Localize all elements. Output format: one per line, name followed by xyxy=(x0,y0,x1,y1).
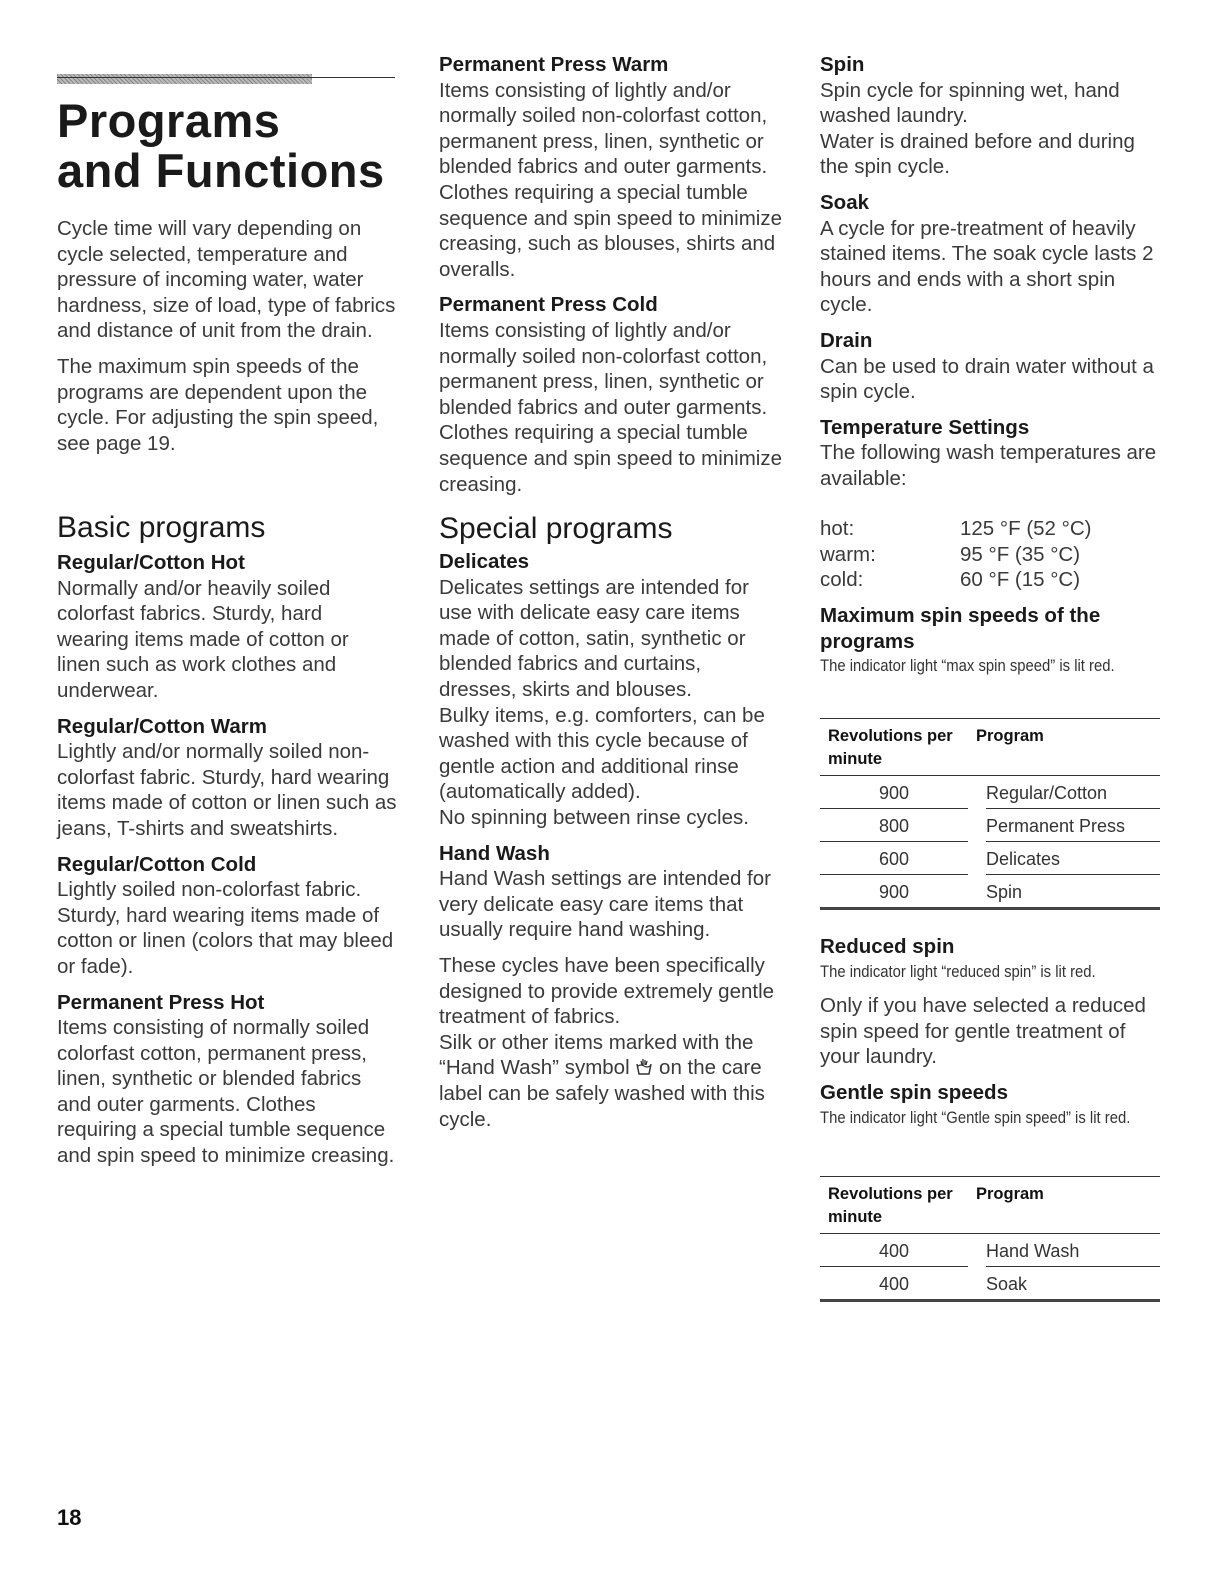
table-cell-rpm: 900 xyxy=(820,875,968,909)
delicates-text-2: Bulky items, e.g. comforters, can be washed with this cycle because of gentle action and additional rinse (automatically added). xyxy=(439,703,765,804)
table-row xyxy=(820,1267,1160,1301)
temperature-settings-title: Temperature Settings xyxy=(820,415,1030,439)
regular-cotton-warm-text: Lightly and/or normally soiled non-colorfast fabric. Sturdy, hard wearing items made of cotton or linen such as jeans, T-shirts and sweatshirts. xyxy=(57,740,397,840)
max-spin-section xyxy=(820,603,1165,680)
permanent-press-hot-text: Items consisting of normally soiled colorfast cotton, permanent press, linen, synthetic or blended fabrics and outer garments. Clothes requiring a special tumble sequence and spin speed to minimize creasing. xyxy=(57,1016,395,1168)
temperature-row xyxy=(820,567,1091,593)
title-rule-line xyxy=(57,77,395,78)
table-cell-program: Soak xyxy=(986,1267,1160,1301)
soak-text: A cycle for pre-treatment of heavily stained items. The soak cycle lasts 2 hours and ends with a short spin cycle. xyxy=(820,216,1154,317)
page-number: 18 xyxy=(57,1505,82,1530)
intro-paragraph-2: The maximum spin speeds of the programs are dependent upon the cycle. For adjusting the spin speed, see page 19. xyxy=(57,354,379,455)
regular-cotton-cold-title: Regular/Cotton Cold xyxy=(57,852,257,876)
temperature-row xyxy=(820,542,1091,568)
permanent-press-hot-title: Permanent Press Hot xyxy=(57,990,265,1014)
soak-title: Soak xyxy=(820,190,869,214)
table-header-program: Program xyxy=(976,1185,1044,1203)
hand-wash-text-3 xyxy=(439,1030,784,1132)
drain-title: Drain xyxy=(820,328,873,352)
table-cell-program: Delicates xyxy=(986,842,1160,875)
reduced-spin-section xyxy=(820,934,1165,1131)
table-cell-rpm: 400 xyxy=(820,1267,968,1301)
regular-cotton-warm-title: Regular/Cotton Warm xyxy=(57,714,267,738)
hand-wash-text: Hand Wash settings are intended for very delicate easy care items that usually require hand washing. xyxy=(439,867,771,942)
temperature-label: warm: xyxy=(820,542,876,566)
reduced-spin-text: The indicator light “reduced spin” is lit red. xyxy=(820,962,1096,981)
table-cell-rpm: 600 xyxy=(820,842,968,875)
basic-programs-section xyxy=(57,510,397,1169)
temperature-settings-text: The following wash temperatures are available: xyxy=(820,441,1157,490)
regular-cotton-cold-text: Lightly soiled non-colorfast fabric. Sturdy, hard wearing items made of cotton or linen (colors that may bleed or fade). xyxy=(57,878,394,978)
temperature-value: 95 °F (35 °C) xyxy=(960,542,1081,566)
drain-text: Can be used to drain water without a spin cycle. xyxy=(820,354,1154,404)
delicates-text-3: No spinning between rinse cycles. xyxy=(439,806,749,830)
table-row xyxy=(820,809,1160,842)
table-header-row xyxy=(820,719,1160,776)
hand-wash-text-3a: Silk or other items marked with the “Hand Wash” symbol xyxy=(439,1030,754,1080)
title-rule-shade xyxy=(57,74,312,84)
table-header-rpm: Revolutions per minute xyxy=(828,727,953,768)
table-row xyxy=(820,875,1160,909)
permanent-press-warm-text: Items consisting of lightly and/or normally soiled non-colorfast cotton, permanent press, linen, synthetic or blended fabrics and outer garments. Clothes requiring a special tumble sequence and spin speed to minimize creasing, such as blouses, shirts and overalls. xyxy=(439,78,783,281)
table-cell-program: Spin xyxy=(986,875,1160,909)
spin-text: Spin cycle for spinning wet, hand washed laundry. xyxy=(820,78,1120,128)
hand-wash-title: Hand Wash xyxy=(439,841,550,865)
handwash-symbol-icon xyxy=(635,1058,653,1076)
reduced-spin-title: Reduced spin xyxy=(820,935,955,958)
temperature-value: 60 °F (15 °C) xyxy=(960,568,1081,592)
table-cell-program: Permanent Press xyxy=(986,809,1160,842)
temperature-list xyxy=(820,516,1091,593)
gentle-spin-table xyxy=(820,1176,1160,1302)
intro-paragraph-1: Cycle time will vary depending on cycle selected, temperature and pressure of incoming water, water hardness, size of load, type of fabrics and distance of unit from the drain. xyxy=(57,217,396,343)
table-cell-program: Hand Wash xyxy=(986,1234,1160,1267)
title-rule xyxy=(57,72,395,86)
delicates-title: Delicates xyxy=(439,550,530,574)
max-spin-text: The indicator light “max spin speed” is lit red. xyxy=(820,657,1115,676)
table-row xyxy=(820,1234,1160,1267)
spin-text-2: Water is drained before and during the spin cycle. xyxy=(820,129,1135,179)
table-row xyxy=(820,842,1160,875)
gentle-spin-text: The indicator light “Gentle spin speed” is lit red. xyxy=(820,1108,1131,1127)
column-2 xyxy=(439,52,784,1132)
intro-section xyxy=(57,216,397,456)
table-header-rpm: Revolutions per minute xyxy=(828,1185,953,1226)
table-header-row xyxy=(820,1177,1160,1234)
column-3 xyxy=(820,52,1165,492)
hand-wash-text-2: These cycles have been specifically designed to provide extremely gentle treatment of fabrics. xyxy=(439,954,775,1029)
table-cell-rpm: 800 xyxy=(820,809,968,842)
temperature-row xyxy=(820,516,1091,542)
delicates-text: Delicates settings are intended for use with delicate easy care items made of cotton, satin, synthetic or blended fabrics and curtains, dresses, skirts and blouses. xyxy=(439,575,749,702)
reduced-spin-text-2: Only if you have selected a reduced spin speed for gentle treatment of your laundry. xyxy=(820,994,1146,1069)
gentle-spin-title: Gentle spin speeds xyxy=(820,1080,1008,1104)
table-header-program: Program xyxy=(976,727,1044,745)
max-spin-title: Maximum spin speeds of the programs xyxy=(820,604,1101,653)
table-row xyxy=(820,776,1160,809)
temperature-value: 125 °F (52 °C) xyxy=(960,517,1092,540)
special-programs-heading: Special programs xyxy=(439,512,673,546)
regular-cotton-hot-text: Normally and/or heavily soiled colorfast fabrics. Sturdy, hard wearing items made of cotton or linen such as work clothes and underwear. xyxy=(57,576,349,702)
hand-wash-text-3b: on the care label can be safely washed with this cycle. xyxy=(439,1056,765,1131)
table-cell-rpm: 900 xyxy=(820,776,968,809)
permanent-press-cold-title: Permanent Press Cold xyxy=(439,293,658,317)
temperature-label: hot: xyxy=(820,517,855,540)
table-cell-program: Regular/Cotton xyxy=(986,776,1160,809)
temperature-label: cold: xyxy=(820,568,864,592)
basic-programs-heading: Basic programs xyxy=(57,511,266,544)
table-cell-rpm: 400 xyxy=(820,1234,968,1267)
spin-title: Spin xyxy=(820,53,865,76)
regular-cotton-hot-title: Regular/Cotton Hot xyxy=(57,551,245,574)
max-spin-table xyxy=(820,718,1160,910)
permanent-press-warm-title: Permanent Press Warm xyxy=(439,53,669,76)
permanent-press-cold-text: Items consisting of lightly and/or normally soiled non-colorfast cotton, permanent press, linen, synthetic or blended fabrics and outer garments. Clothes requiring a special tumble sequence and spin speed to minimize creasing. xyxy=(439,318,783,496)
page-title: Programs and Functions xyxy=(57,94,385,197)
